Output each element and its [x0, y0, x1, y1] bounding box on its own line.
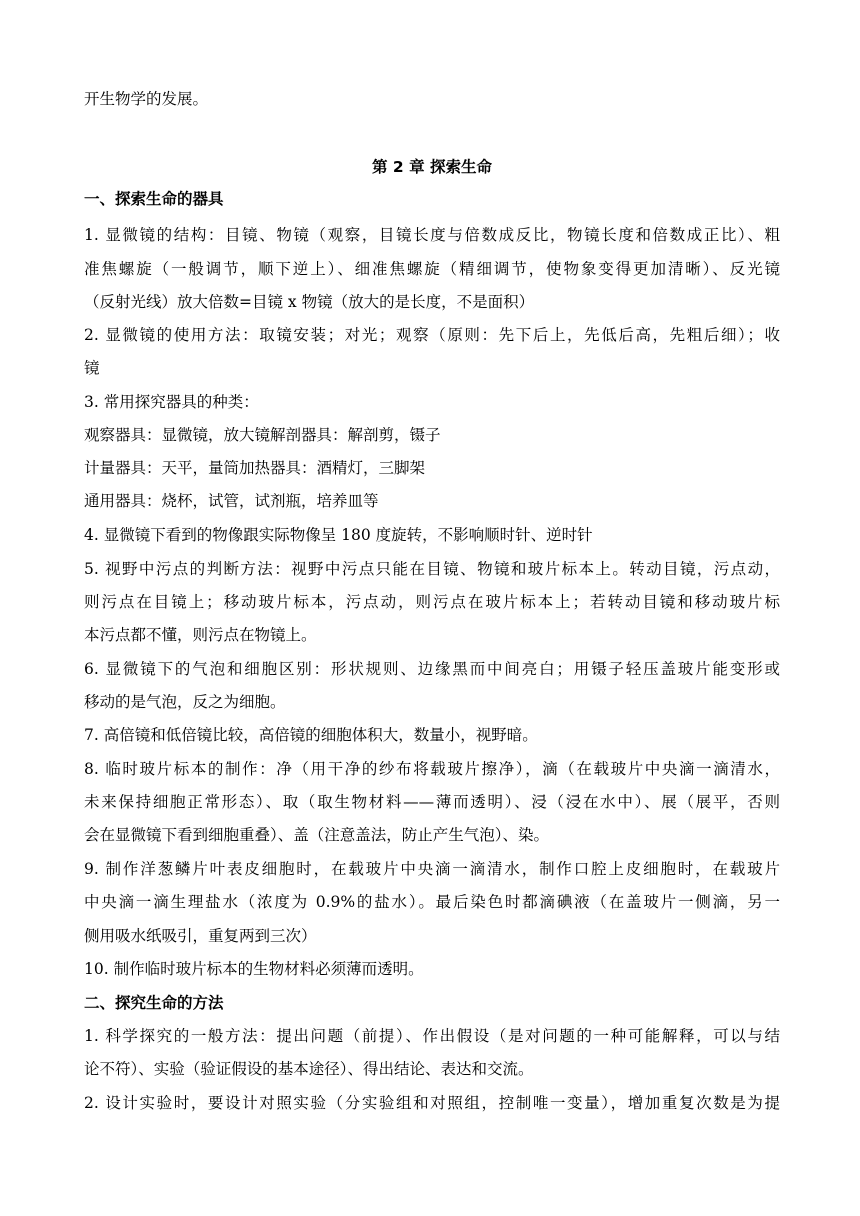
- paragraph-line: 镜: [84, 359, 100, 377]
- chapter-title: 第 2 章 探索生命: [372, 158, 492, 176]
- paragraph-line: 1. 科学探究的一般方法：提出问题（前提）、作出假设（是对问题的一种可能解释，可以与结: [84, 1027, 780, 1045]
- paragraph-line: 开生物学的发展。: [84, 90, 209, 108]
- section-heading: 一、探索生命的器具: [84, 190, 224, 208]
- paragraph-line: 本污点都不懂，则污点在物镜上。: [84, 626, 317, 644]
- paragraph-line: 3. 常用探究器具的种类：: [84, 393, 259, 411]
- paragraph-line: 通用器具：烧杯，试管，试剂瓶，培养皿等: [84, 492, 379, 510]
- paragraph-line: 观察器具：显微镜，放大镜解剖器具：解剖剪，镊子: [84, 426, 441, 444]
- paragraph-line: 移动的是气泡，反之为细胞。: [84, 693, 286, 711]
- paragraph-line: 5. 视野中污点的判断方法：视野中污点只能在目镜、物镜和玻片标本上。转动目镜，污点动，: [84, 560, 780, 578]
- paragraph-line: 计量器具：天平，量筒加热器具：酒精灯，三脚架: [84, 459, 426, 477]
- paragraph-line: 中央滴一滴生理盐水（浓度为 0.9%的盐水）。最后染色时都滴碘液（在盖玻片一侧滴，另一: [84, 893, 780, 911]
- paragraph-line: 论不符）、实验（验证假设的基本途径）、得出结论、表达和交流。: [84, 1060, 534, 1078]
- paragraph-line: 10. 制作临时玻片标本的生物材料必须薄而透明。: [84, 960, 424, 978]
- paragraph-line: 9. 制作洋葱鳞片叶表皮细胞时，在载玻片中央滴一滴清水，制作口腔上皮细胞时，在载玻片: [84, 860, 780, 878]
- paragraph-line: （反射光线）放大倍数=目镜 x 物镜（放大的是长度，不是面积）: [84, 293, 535, 311]
- paragraph-line: 未来保持细胞正常形态）、取（取生物材料——薄而透明）、浸（浸在水中）、展（展平，否则: [84, 793, 780, 811]
- paragraph-line: 则污点在目镜上；移动玻片标本，污点动，则污点在玻片标本上；若转动目镜和移动玻片标: [84, 593, 780, 611]
- paragraph-line: 侧用吸水纸吸引，重复两到三次）: [84, 927, 317, 945]
- paragraph-line: 准焦螺旋（一般调节，顺下逆上）、细准焦螺旋（精细调节，使物象变得更加清晰）、反光镜: [84, 260, 780, 278]
- paragraph-line: 会在显微镜下看到细胞重叠）、盖（注意盖法，防止产生气泡）、染。: [84, 826, 550, 844]
- paragraph-line: 4. 显微镜下看到的物像跟实际物像呈 180 度旋转，不影响顺时针、逆时针: [84, 526, 593, 544]
- paragraph-line: 1. 显微镜的结构：目镜、物镜（观察，目镜长度与倍数成反比，物镜长度和倍数成正比）、粗: [84, 226, 780, 244]
- paragraph-line: 2. 设计实验时，要设计对照实验（分实验组和对照组，控制唯一变量），增加重复次数是为提: [84, 1094, 780, 1112]
- section-heading: 二、探究生命的方法: [84, 994, 224, 1012]
- paragraph-line: 6. 显微镜下的气泡和细胞区别：形状规则、边缘黑而中间亮白；用镊子轻压盖玻片能变形或: [84, 660, 780, 678]
- paragraph-line: 8. 临时玻片标本的制作：净（用干净的纱布将载玻片擦净），滴（在载玻片中央滴一滴清水，: [84, 760, 780, 778]
- paragraph-line: 2. 显微镜的使用方法：取镜安装；对光；观察（原则：先下后上，先低后高，先粗后细）；收: [84, 326, 780, 344]
- paragraph-line: 7. 高倍镜和低倍镜比较，高倍镜的细胞体积大，数量小，视野暗。: [84, 726, 538, 744]
